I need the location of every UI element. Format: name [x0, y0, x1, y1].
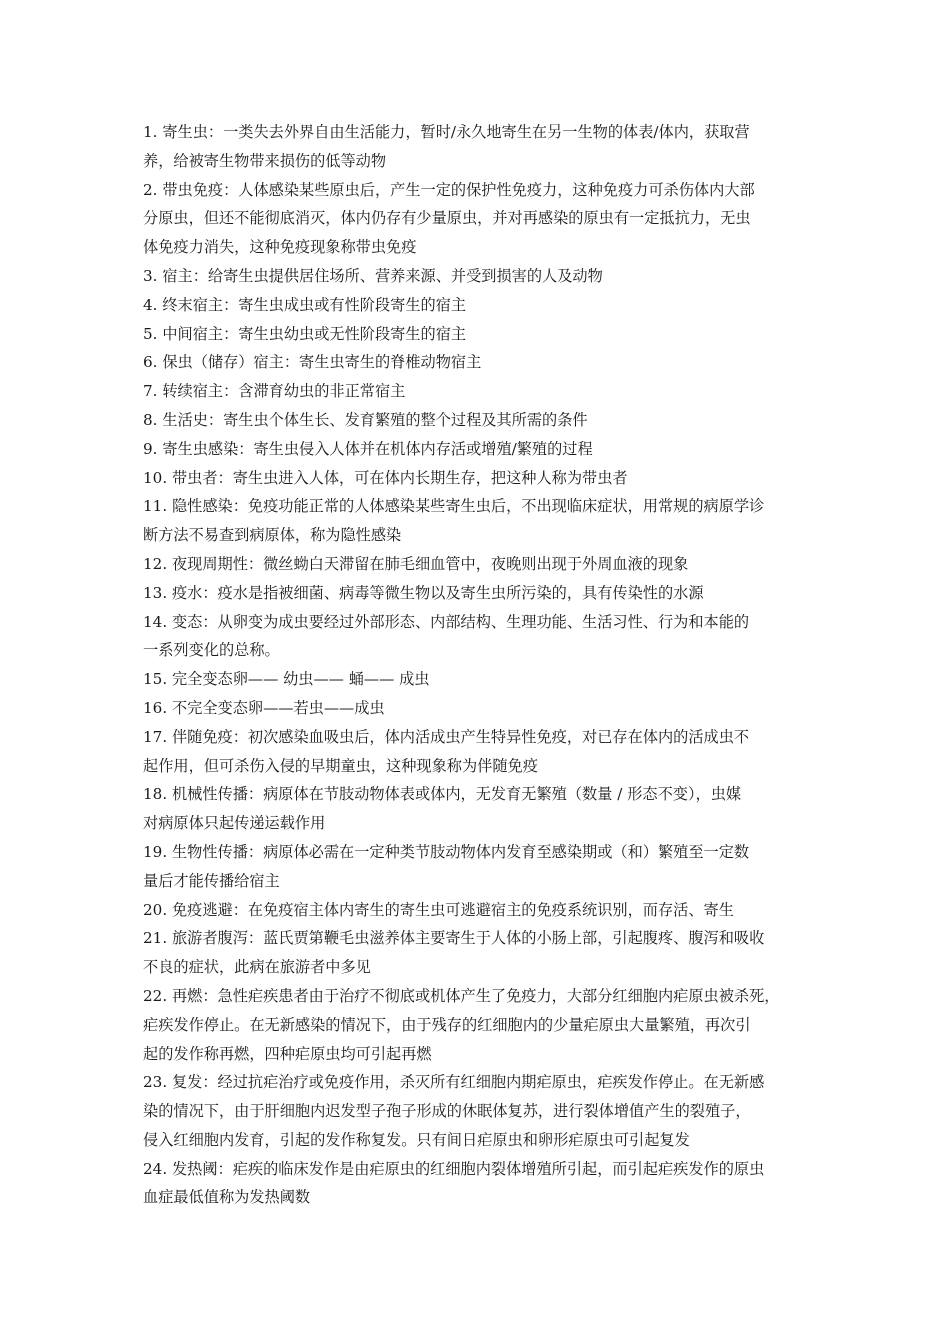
text-line: 21. 旅游者腹泻：蓝氏贾第鞭毛虫滋养体主要寄生于人体的小肠上部，引起腹疼、腹泻和吸收	[143, 929, 765, 948]
text-line: 起作用，但可杀伤入侵的早期童虫，这种现象称为伴随免疫	[143, 756, 538, 775]
text-line: 11. 隐性感染：免疫功能正常的人体感染某些寄生虫后，不出现临床症状，用常规的病原学诊	[143, 497, 765, 516]
text-line: 19. 生物性传播：病原体必需在一定种类节肢动物体内发育至感染期或（和）繁殖至一定数	[143, 842, 750, 861]
document-body	[143, 118, 833, 1212]
text-line: 24. 发热阈：疟疾的临床发作是由疟原虫的红细胞内裂体增殖所引起，而引起疟疾发作的原虫	[143, 1159, 765, 1178]
text-line: 15. 完全变态卵—— 幼虫—— 蛹—— 成虫	[143, 670, 430, 689]
text-line: 分原虫，但还不能彻底消灭，体内仍存有少量原虫，并对再感染的原虫有一定抵抗力，无虫	[143, 209, 751, 228]
text-line: 10. 带虫者：寄生虫进入人体，可在体内长期生存，把这种人称为带虫者	[143, 468, 628, 487]
text-line: 养，给被寄生物带来损伤的低等动物	[143, 151, 386, 170]
text-line: 17. 伴随免疫：初次感染血吸虫后，体内活成虫产生特异性免疫，对已存在体内的活成虫不	[143, 727, 750, 746]
text-line: 13. 疫水：疫水是指被细菌、病毒等微生物以及寄生虫所污染的，具有传染性的水源	[143, 583, 704, 602]
text-line: 9. 寄生虫感染：寄生虫侵入人体并在机体内存活或增殖/繁殖的过程	[143, 439, 593, 458]
text-line: 23. 复发：经过抗疟治疗或免疫作用，杀灭所有红细胞内期疟原虫，疟疾发作停止。在无新感	[143, 1073, 765, 1092]
text-line: 量后才能传播给宿主	[143, 871, 280, 890]
text-line: 6. 保虫（储存）宿主：寄生虫寄生的脊椎动物宿主	[143, 353, 482, 372]
text-line: 22. 再燃：急性疟疾患者由于治疗不彻底或机体产生了免疫力，大部分红细胞内疟原虫被杀死，	[143, 986, 780, 1005]
text-line: 5. 中间宿主：寄生虫幼虫或无性阶段寄生的宿主	[143, 324, 467, 343]
text-line: 断方法不易查到病原体，称为隐性感染	[143, 526, 402, 545]
text-line: 侵入红细胞内发育，引起的发作称复发。只有间日疟原虫和卵形疟原虫可引起复发	[143, 1130, 690, 1149]
text-line: 4. 终末宿主：寄生虫成虫或有性阶段寄生的宿主	[143, 295, 467, 314]
text-line: 起的发作称再燃，四种疟原虫均可引起再燃	[143, 1044, 432, 1063]
text-line: 3. 宿主：给寄生虫提供居住场所、营养来源、并受到损害的人及动物	[143, 266, 603, 285]
text-line: 7. 转续宿主：含滞育幼虫的非正常宿主	[143, 382, 406, 401]
text-line: 体免疫力消失，这种免疫现象称带虫免疫	[143, 238, 417, 257]
text-line: 对病原体只起传递运载作用	[143, 814, 326, 833]
text-line: 血症最低值称为发热阈数	[143, 1188, 311, 1207]
text-line: 2. 带虫免疫：人体感染某些原虫后，产生一定的保护性免疫力，这种免疫力可杀伤体内大部	[143, 180, 755, 199]
text-line: 不良的症状，此病在旅游者中多见	[143, 958, 371, 977]
text-line: 14. 变态：从卵变为成虫要经过外部形态、内部结构、生理功能、生活习性、行为和本能的	[143, 612, 750, 631]
text-line: 一系列变化的总称。	[143, 641, 280, 660]
text-line: 8. 生活史：寄生虫个体生长、发育繁殖的整个过程及其所需的条件	[143, 410, 588, 429]
text-line: 12. 夜现周期性：微丝蚴白天滞留在肺毛细血管中，夜晚则出现于外周血液的现象	[143, 554, 689, 573]
text-line: 20. 免疫逃避：在免疫宿主体内寄生的寄生虫可逃避宿主的免疫系统识别，而存活、寄生	[143, 900, 734, 919]
text-line: 1. 寄生虫：一类失去外界自由生活能力，暂时/永久地寄生在另一生物的体表/体内，获取营	[143, 123, 750, 141]
text-line: 18. 机械性传播：病原体在节肢动物体表或体内，无发育无繁殖（数量 / 形态不变），虫媒	[143, 785, 742, 804]
text-line: 16. 不完全变态卵——若虫——成虫	[143, 698, 385, 717]
text-line: 疟疾发作停止。在无新感染的情况下，由于残存的红细胞内的少量疟原虫大量繁殖，再次引	[143, 1015, 751, 1034]
text-line: 染的情况下，由于肝细胞内迟发型子孢子形成的休眠体复苏，进行裂体增值产生的裂殖子，	[143, 1102, 751, 1121]
